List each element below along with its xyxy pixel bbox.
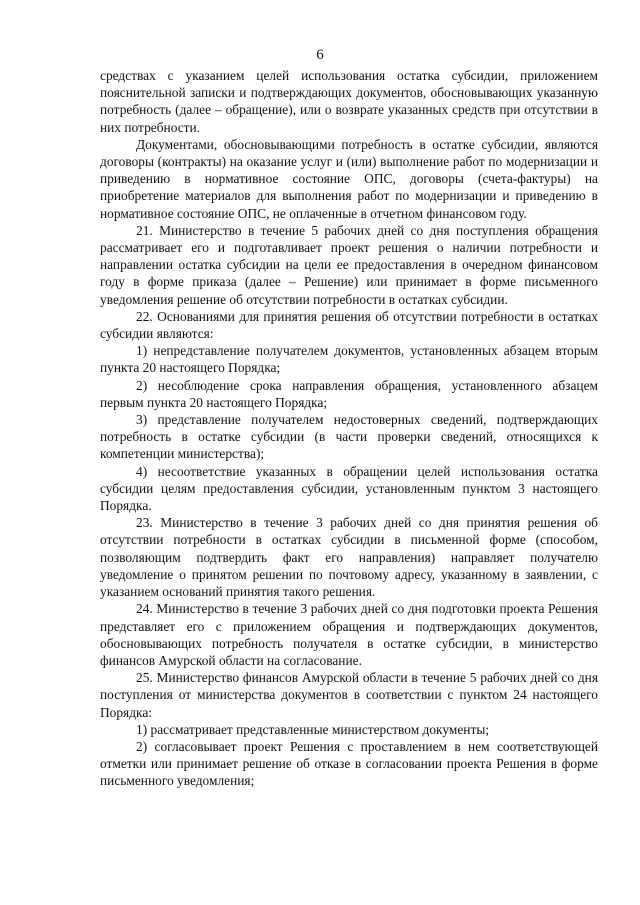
- clause-25: 25. Министерство финансов Амурской области в течение 5 рабочих дней со дня поступления от министерства документов в соответствии с пунктом 24 настоящего Порядка:: [100, 670, 598, 720]
- clause-22-item-4: 4) несоответствие указанных в обращении целей использования остатка субсидии целям предоставления субсидии, установленным пунктом 3 настоящего Порядка.: [100, 463, 598, 514]
- clause-25-item-1: 1) рассматривает представленные министерством документы;: [136, 721, 490, 737]
- clause-22-item-3: 3) представление получателем недостоверных сведений, подтверждающих потребность в остатке субсидии (в части проверки сведений, относящихся к компетенции министерства);: [100, 412, 598, 462]
- clause-24: 24. Министерство в течение 3 рабочих дней со дня подготовки проекта Решения представляет его с приложением обращения и подтверждающих документов, обосновывающих потребность получателя в остатке субсидии, в министерство финансов Амурской области на согласование.: [100, 601, 598, 668]
- paragraph-justifying-documents: Документами, обосновывающими потребность в остатке субсидии, являются договоры (контракты) на оказание услуг и (или) выполнение работ по модернизации и приведению в нормативное состояние ОПС, договоры (счета-фактуры) на приобретение материалов для выполнения работ по модернизации и приведению в нормативное состояние ОПС, не оплаченные в отчетном финансовом году.: [100, 136, 598, 221]
- clause-21: 21. Министерство в течение 5 рабочих дней со дня поступления обращения рассматривает его и подготавливает проект решения о наличии потребности и направлении остатка субсидии на цели ее предоставления в очередном финансовом году в форме приказа (далее – Решение) или принимает в форме письменного уведомления решение об отсутствии потребности в остатках субсидии.: [100, 222, 598, 307]
- document-body: [100, 67, 598, 790]
- clause-22-item-2: 2) несоблюдение срока направления обращения, установленного абзацем первым пункта 20 настоящего Порядка;: [100, 377, 598, 410]
- clause-25-item-2: 2) согласовывает проект Решения с проставлением в нем соответствующей отметки или принимает решение об отказе в согласовании проекта Решения в форме письменного уведомления;: [100, 738, 598, 789]
- clause-22: 22. Основаниями для принятия решения об отсутствии потребности в остатках субсидии являются:: [100, 308, 598, 342]
- page-number: 6: [316, 47, 324, 63]
- paragraph-continuation: средствах с указанием целей использования остатка субсидии, приложением пояснительной записки и подтверждающих документов, обосновывающих указанную потребность (далее – обращение), или о возврате указанных средств при отсутствии в них потребности.: [100, 68, 598, 135]
- clause-23: 23. Министерство в течение 3 рабочих дней со дня принятия решения об отсутствии потребности в остатках субсидии в письменной форме (способом, позволяющим подтвердить факт его направления) направляет получателю уведомление о принятом решении по почтовому адресу, указанному в заявлении, с указанием оснований принятия такого решения.: [100, 515, 598, 600]
- clause-22-item-1: 1) непредставление получателем документов, установленных абзацем вторым пункта 20 настоящего Порядка;: [100, 343, 598, 376]
